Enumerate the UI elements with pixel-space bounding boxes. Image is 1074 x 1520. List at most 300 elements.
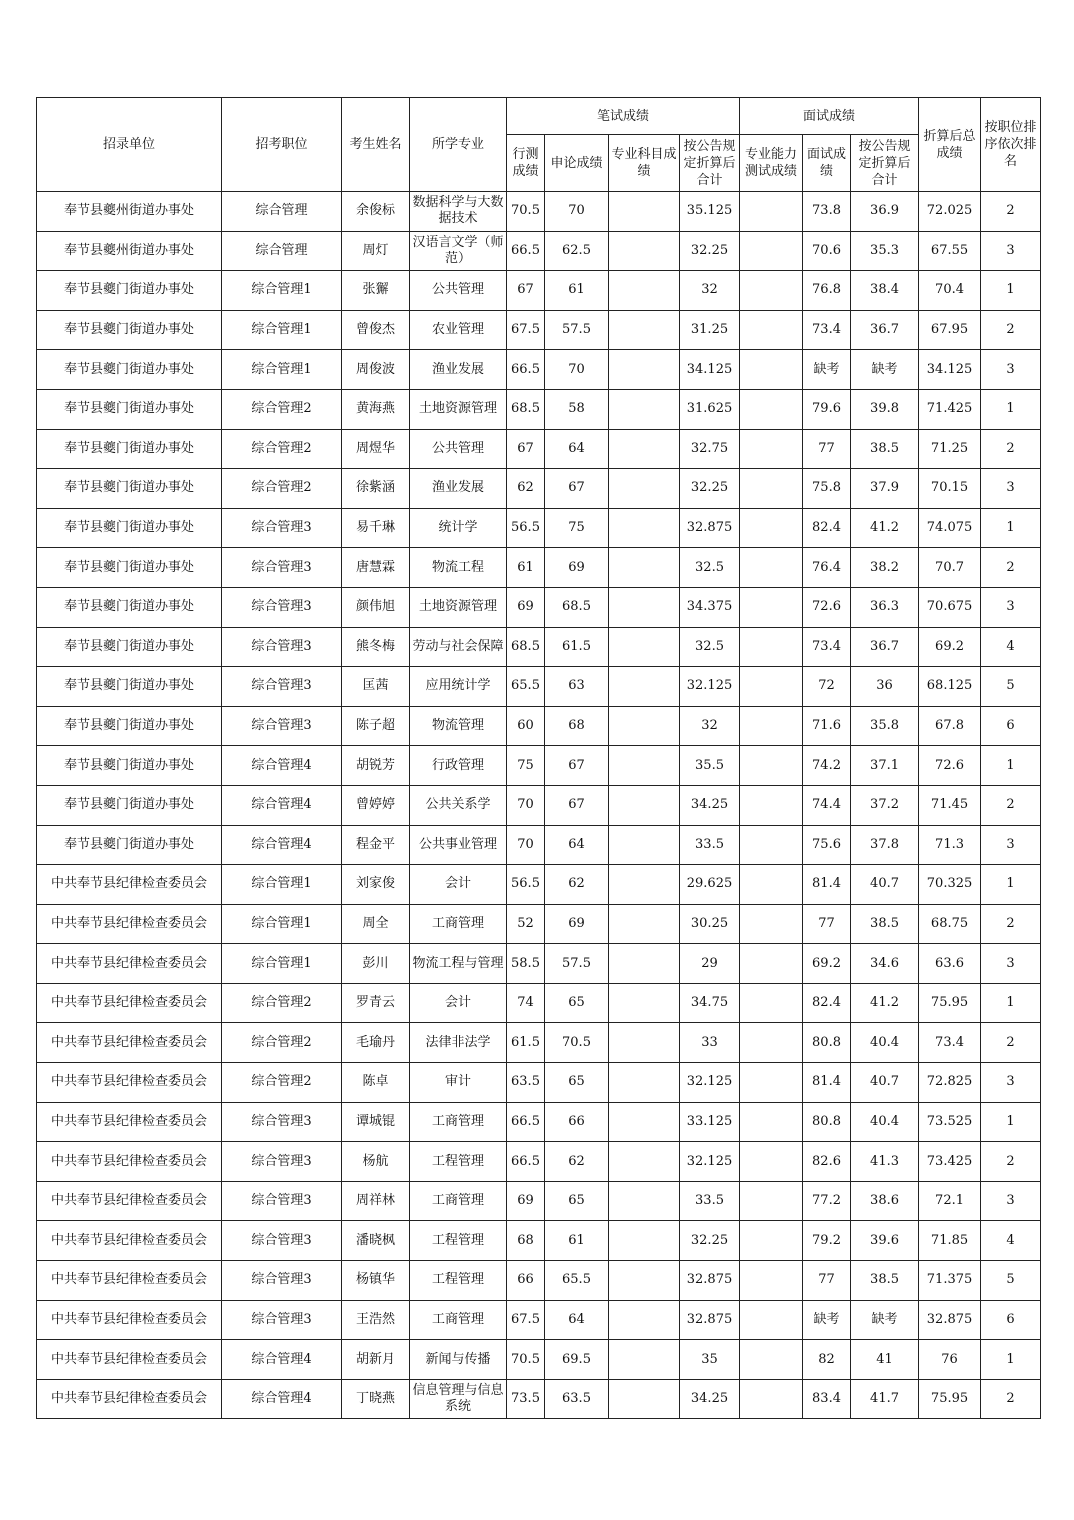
cell-subject [609,429,680,469]
cell-name: 罗青云 [342,983,410,1023]
cell-major: 公共事业管理 [410,825,507,865]
header-position: 招考职位 [222,98,342,192]
cell-ability [740,508,803,548]
cell-xingce: 68.5 [507,389,545,429]
cell-shenlun: 70.5 [545,1023,609,1063]
cell-subject [609,944,680,984]
cell-rank: 1 [981,389,1041,429]
cell-name: 熊冬梅 [342,627,410,667]
cell-unit: 中共奉节县纪律检查委员会 [37,1142,222,1182]
cell-position: 综合管理3 [222,667,342,707]
cell-xingce: 58.5 [507,944,545,984]
cell-ability [740,271,803,311]
cell-interview-converted: 缺考 [851,1300,919,1340]
cell-total: 75.95 [919,983,981,1023]
cell-unit: 奉节县夔门街道办事处 [37,508,222,548]
cell-written-converted: 34.125 [680,350,740,390]
cell-interview: 80.8 [803,1023,851,1063]
cell-unit: 中共奉节县纪律检查委员会 [37,1102,222,1142]
cell-name: 周祥林 [342,1181,410,1221]
cell-xingce: 67.5 [507,310,545,350]
cell-name: 杨镇华 [342,1261,410,1301]
cell-interview: 缺考 [803,1300,851,1340]
cell-position: 综合管理3 [222,706,342,746]
cell-rank: 3 [981,350,1041,390]
cell-name: 徐紫涵 [342,469,410,509]
cell-written-converted: 31.25 [680,310,740,350]
cell-ability [740,667,803,707]
cell-shenlun: 65 [545,1063,609,1103]
cell-unit: 中共奉节县纪律检查委员会 [37,1261,222,1301]
cell-interview-converted: 40.4 [851,1023,919,1063]
cell-written-converted: 29 [680,944,740,984]
cell-rank: 3 [981,1181,1041,1221]
table-row [37,1102,1041,1142]
cell-major: 公共管理 [410,271,507,311]
cell-major: 渔业发展 [410,469,507,509]
cell-major: 工程管理 [410,1142,507,1182]
cell-interview: 79.6 [803,389,851,429]
table-row [37,389,1041,429]
cell-rank: 3 [981,469,1041,509]
cell-total: 70.7 [919,548,981,588]
cell-unit: 奉节县夔门街道办事处 [37,548,222,588]
cell-name: 余俊标 [342,192,410,232]
header-shenlun: 申论成绩 [545,135,609,192]
cell-interview: 74.2 [803,746,851,786]
cell-subject [609,1221,680,1261]
cell-interview-converted: 41.2 [851,983,919,1023]
cell-interview-converted: 36.7 [851,627,919,667]
score-table [36,97,1041,1419]
cell-rank: 2 [981,904,1041,944]
cell-xingce: 66.5 [507,1142,545,1182]
cell-unit: 奉节县夔门街道办事处 [37,627,222,667]
cell-rank: 2 [981,1379,1041,1419]
cell-position: 综合管理3 [222,1300,342,1340]
cell-position: 综合管理1 [222,865,342,905]
cell-ability [740,706,803,746]
cell-shenlun: 64 [545,429,609,469]
cell-total: 71.25 [919,429,981,469]
cell-written-converted: 32.25 [680,1221,740,1261]
cell-ability [740,1063,803,1103]
cell-rank: 1 [981,271,1041,311]
cell-name: 陈卓 [342,1063,410,1103]
cell-xingce: 70 [507,825,545,865]
cell-rank: 4 [981,627,1041,667]
cell-written-converted: 32.875 [680,508,740,548]
cell-ability [740,1142,803,1182]
cell-unit: 奉节县夔门街道办事处 [37,271,222,311]
header-written-converted: 按公告规定折算后合计 [680,135,740,192]
header-unit: 招录单位 [37,98,222,192]
cell-ability [740,627,803,667]
cell-position: 综合管理2 [222,1023,342,1063]
cell-shenlun: 68 [545,706,609,746]
cell-interview: 77 [803,429,851,469]
cell-ability [740,310,803,350]
cell-major: 工程管理 [410,1221,507,1261]
header-interview-group: 面试成绩 [740,98,919,135]
cell-total: 73.4 [919,1023,981,1063]
cell-subject [609,1142,680,1182]
cell-major: 工商管理 [410,904,507,944]
cell-major: 工程管理 [410,1261,507,1301]
cell-interview-converted: 36.3 [851,587,919,627]
cell-written-converted: 30.25 [680,904,740,944]
cell-interview: 76.4 [803,548,851,588]
cell-interview-converted: 39.6 [851,1221,919,1261]
table-row [37,904,1041,944]
cell-name: 周全 [342,904,410,944]
cell-rank: 2 [981,548,1041,588]
cell-total: 71.3 [919,825,981,865]
table-header [37,98,1041,192]
cell-rank: 1 [981,1340,1041,1380]
table-row [37,627,1041,667]
cell-interview: 81.4 [803,865,851,905]
cell-total: 70.325 [919,865,981,905]
cell-position: 综合管理2 [222,429,342,469]
cell-ability [740,469,803,509]
cell-major: 物流工程 [410,548,507,588]
cell-unit: 奉节县夔州街道办事处 [37,231,222,271]
cell-xingce: 56.5 [507,865,545,905]
cell-xingce: 61.5 [507,1023,545,1063]
cell-shenlun: 65 [545,1181,609,1221]
cell-interview-converted: 41.7 [851,1379,919,1419]
cell-interview: 82.4 [803,983,851,1023]
cell-xingce: 60 [507,706,545,746]
cell-position: 综合管理3 [222,1221,342,1261]
table-row [37,548,1041,588]
cell-subject [609,231,680,271]
cell-ability [740,231,803,271]
header-written-group: 笔试成绩 [507,98,740,135]
cell-written-converted: 32.125 [680,1142,740,1182]
cell-name: 潘晓枫 [342,1221,410,1261]
table-row [37,350,1041,390]
cell-interview-converted: 38.6 [851,1181,919,1221]
cell-rank: 6 [981,1300,1041,1340]
cell-ability [740,587,803,627]
cell-position: 综合管理4 [222,785,342,825]
cell-xingce: 63.5 [507,1063,545,1103]
cell-major: 会计 [410,983,507,1023]
cell-shenlun: 63 [545,667,609,707]
cell-name: 杨航 [342,1142,410,1182]
cell-position: 综合管理3 [222,627,342,667]
table-row [37,271,1041,311]
cell-shenlun: 61.5 [545,627,609,667]
cell-total: 72.6 [919,746,981,786]
cell-position: 综合管理2 [222,983,342,1023]
header-interview-converted: 按公告规定折算后合计 [851,135,919,192]
cell-written-converted: 32.25 [680,231,740,271]
cell-position: 综合管理2 [222,1063,342,1103]
cell-subject [609,310,680,350]
cell-position: 综合管理1 [222,310,342,350]
cell-rank: 1 [981,746,1041,786]
cell-major: 工商管理 [410,1102,507,1142]
cell-ability [740,1102,803,1142]
cell-shenlun: 65.5 [545,1261,609,1301]
cell-unit: 中共奉节县纪律检查委员会 [37,1379,222,1419]
header-total: 折算后总成绩 [919,98,981,192]
cell-total: 71.375 [919,1261,981,1301]
table-row [37,192,1041,232]
cell-xingce: 68 [507,1221,545,1261]
cell-interview-converted: 38.5 [851,429,919,469]
cell-written-converted: 33.125 [680,1102,740,1142]
cell-xingce: 65.5 [507,667,545,707]
cell-total: 69.2 [919,627,981,667]
cell-subject [609,548,680,588]
cell-written-converted: 35 [680,1340,740,1380]
cell-xingce: 66.5 [507,231,545,271]
cell-ability [740,1340,803,1380]
cell-interview-converted: 40.7 [851,1063,919,1103]
cell-unit: 奉节县夔门街道办事处 [37,587,222,627]
cell-position: 综合管理 [222,192,342,232]
cell-interview: 72 [803,667,851,707]
cell-total: 71.425 [919,389,981,429]
table-row [37,469,1041,509]
cell-total: 73.425 [919,1142,981,1182]
cell-total: 34.125 [919,350,981,390]
cell-interview: 71.6 [803,706,851,746]
table-row [37,667,1041,707]
cell-major: 渔业发展 [410,350,507,390]
cell-rank: 3 [981,1063,1041,1103]
cell-interview-converted: 40.4 [851,1102,919,1142]
cell-name: 陈子超 [342,706,410,746]
cell-major: 应用统计学 [410,667,507,707]
cell-subject [609,1340,680,1380]
cell-interview-converted: 37.8 [851,825,919,865]
cell-interview-converted: 41 [851,1340,919,1380]
cell-written-converted: 32.75 [680,429,740,469]
cell-interview-converted: 38.5 [851,1261,919,1301]
cell-xingce: 66.5 [507,1102,545,1142]
cell-xingce: 56.5 [507,508,545,548]
cell-subject [609,1261,680,1301]
cell-written-converted: 34.75 [680,983,740,1023]
cell-shenlun: 66 [545,1102,609,1142]
cell-subject [609,983,680,1023]
cell-written-converted: 32.25 [680,469,740,509]
cell-written-converted: 34.375 [680,587,740,627]
cell-written-converted: 32.875 [680,1261,740,1301]
cell-rank: 5 [981,667,1041,707]
cell-ability [740,746,803,786]
cell-written-converted: 33.5 [680,825,740,865]
cell-unit: 中共奉节县纪律检查委员会 [37,944,222,984]
cell-subject [609,350,680,390]
cell-interview: 73.4 [803,310,851,350]
cell-interview-converted: 40.7 [851,865,919,905]
cell-ability [740,389,803,429]
cell-major: 法律非法学 [410,1023,507,1063]
cell-xingce: 67 [507,271,545,311]
cell-name: 张獬 [342,271,410,311]
cell-written-converted: 35.5 [680,746,740,786]
cell-interview-converted: 37.9 [851,469,919,509]
cell-xingce: 52 [507,904,545,944]
cell-shenlun: 67 [545,785,609,825]
cell-unit: 奉节县夔门街道办事处 [37,825,222,865]
cell-shenlun: 61 [545,271,609,311]
cell-written-converted: 33 [680,1023,740,1063]
table-row [37,587,1041,627]
cell-subject [609,469,680,509]
cell-interview: 83.4 [803,1379,851,1419]
cell-written-converted: 32.125 [680,667,740,707]
cell-major: 物流工程与管理 [410,944,507,984]
cell-rank: 2 [981,429,1041,469]
cell-major: 公共管理 [410,429,507,469]
cell-ability [740,865,803,905]
cell-total: 68.75 [919,904,981,944]
cell-unit: 奉节县夔门街道办事处 [37,706,222,746]
cell-shenlun: 58 [545,389,609,429]
cell-major: 会计 [410,865,507,905]
cell-major: 土地资源管理 [410,389,507,429]
cell-total: 71.45 [919,785,981,825]
cell-rank: 1 [981,983,1041,1023]
cell-shenlun: 57.5 [545,310,609,350]
cell-total: 67.55 [919,231,981,271]
cell-subject [609,1102,680,1142]
cell-ability [740,1181,803,1221]
cell-position: 综合管理3 [222,587,342,627]
cell-xingce: 70 [507,785,545,825]
cell-unit: 奉节县夔门街道办事处 [37,469,222,509]
cell-major: 统计学 [410,508,507,548]
cell-xingce: 73.5 [507,1379,545,1419]
cell-major: 数据科学与大数据技术 [410,192,507,232]
cell-shenlun: 75 [545,508,609,548]
header-interview: 面试成绩 [803,135,851,192]
cell-shenlun: 61 [545,1221,609,1261]
cell-name: 周煜华 [342,429,410,469]
table-row [37,983,1041,1023]
table-row [37,1300,1041,1340]
cell-xingce: 66 [507,1261,545,1301]
cell-major: 土地资源管理 [410,587,507,627]
cell-name: 唐慧霖 [342,548,410,588]
cell-unit: 中共奉节县纪律检查委员会 [37,1181,222,1221]
table-row [37,746,1041,786]
cell-unit: 奉节县夔门街道办事处 [37,310,222,350]
cell-shenlun: 62.5 [545,231,609,271]
table-row [37,1063,1041,1103]
cell-interview: 80.8 [803,1102,851,1142]
table-row [37,231,1041,271]
cell-interview: 82.6 [803,1142,851,1182]
cell-subject [609,785,680,825]
table-row [37,825,1041,865]
cell-unit: 奉节县夔门街道办事处 [37,389,222,429]
cell-subject [609,825,680,865]
cell-unit: 中共奉节县纪律检查委员会 [37,865,222,905]
cell-total: 63.6 [919,944,981,984]
cell-total: 67.8 [919,706,981,746]
cell-major: 行政管理 [410,746,507,786]
cell-xingce: 62 [507,469,545,509]
cell-rank: 2 [981,192,1041,232]
cell-name: 丁晓燕 [342,1379,410,1419]
cell-ability [740,983,803,1023]
cell-rank: 1 [981,508,1041,548]
cell-ability [740,904,803,944]
cell-interview: 缺考 [803,350,851,390]
cell-subject [609,587,680,627]
cell-position: 综合管理3 [222,1102,342,1142]
cell-name: 王浩然 [342,1300,410,1340]
cell-xingce: 75 [507,746,545,786]
cell-position: 综合管理3 [222,508,342,548]
cell-subject [609,904,680,944]
cell-subject [609,667,680,707]
cell-name: 黄海燕 [342,389,410,429]
cell-name: 周俊波 [342,350,410,390]
cell-major: 审计 [410,1063,507,1103]
cell-ability [740,1221,803,1261]
cell-interview: 70.6 [803,231,851,271]
cell-shenlun: 64 [545,1300,609,1340]
cell-unit: 奉节县夔门街道办事处 [37,429,222,469]
cell-xingce: 70.5 [507,192,545,232]
cell-total: 72.825 [919,1063,981,1103]
cell-shenlun: 67 [545,746,609,786]
cell-unit: 奉节县夔门街道办事处 [37,667,222,707]
table-row [37,1221,1041,1261]
cell-interview-converted: 37.2 [851,785,919,825]
cell-written-converted: 32 [680,271,740,311]
cell-xingce: 69 [507,587,545,627]
cell-name: 谭城锟 [342,1102,410,1142]
cell-ability [740,1261,803,1301]
cell-shenlun: 69 [545,548,609,588]
cell-interview-converted: 36.7 [851,310,919,350]
cell-interview-converted: 39.8 [851,389,919,429]
header-name: 考生姓名 [342,98,410,192]
cell-interview-converted: 41.2 [851,508,919,548]
cell-total: 75.95 [919,1379,981,1419]
cell-unit: 中共奉节县纪律检查委员会 [37,1221,222,1261]
cell-major: 劳动与社会保障 [410,627,507,667]
table-body [37,192,1041,1419]
cell-interview: 75.6 [803,825,851,865]
cell-name: 毛瑜丹 [342,1023,410,1063]
cell-position: 综合管理4 [222,1379,342,1419]
cell-subject [609,1300,680,1340]
table-row [37,706,1041,746]
cell-total: 72.025 [919,192,981,232]
header-rank: 按职位排序依次排名 [981,98,1041,192]
cell-position: 综合管理3 [222,1261,342,1301]
cell-written-converted: 34.25 [680,785,740,825]
cell-interview: 73.4 [803,627,851,667]
header-subject: 专业科目成绩 [609,135,680,192]
table-row [37,508,1041,548]
cell-interview: 69.2 [803,944,851,984]
cell-rank: 1 [981,865,1041,905]
cell-name: 程金平 [342,825,410,865]
cell-shenlun: 62 [545,865,609,905]
